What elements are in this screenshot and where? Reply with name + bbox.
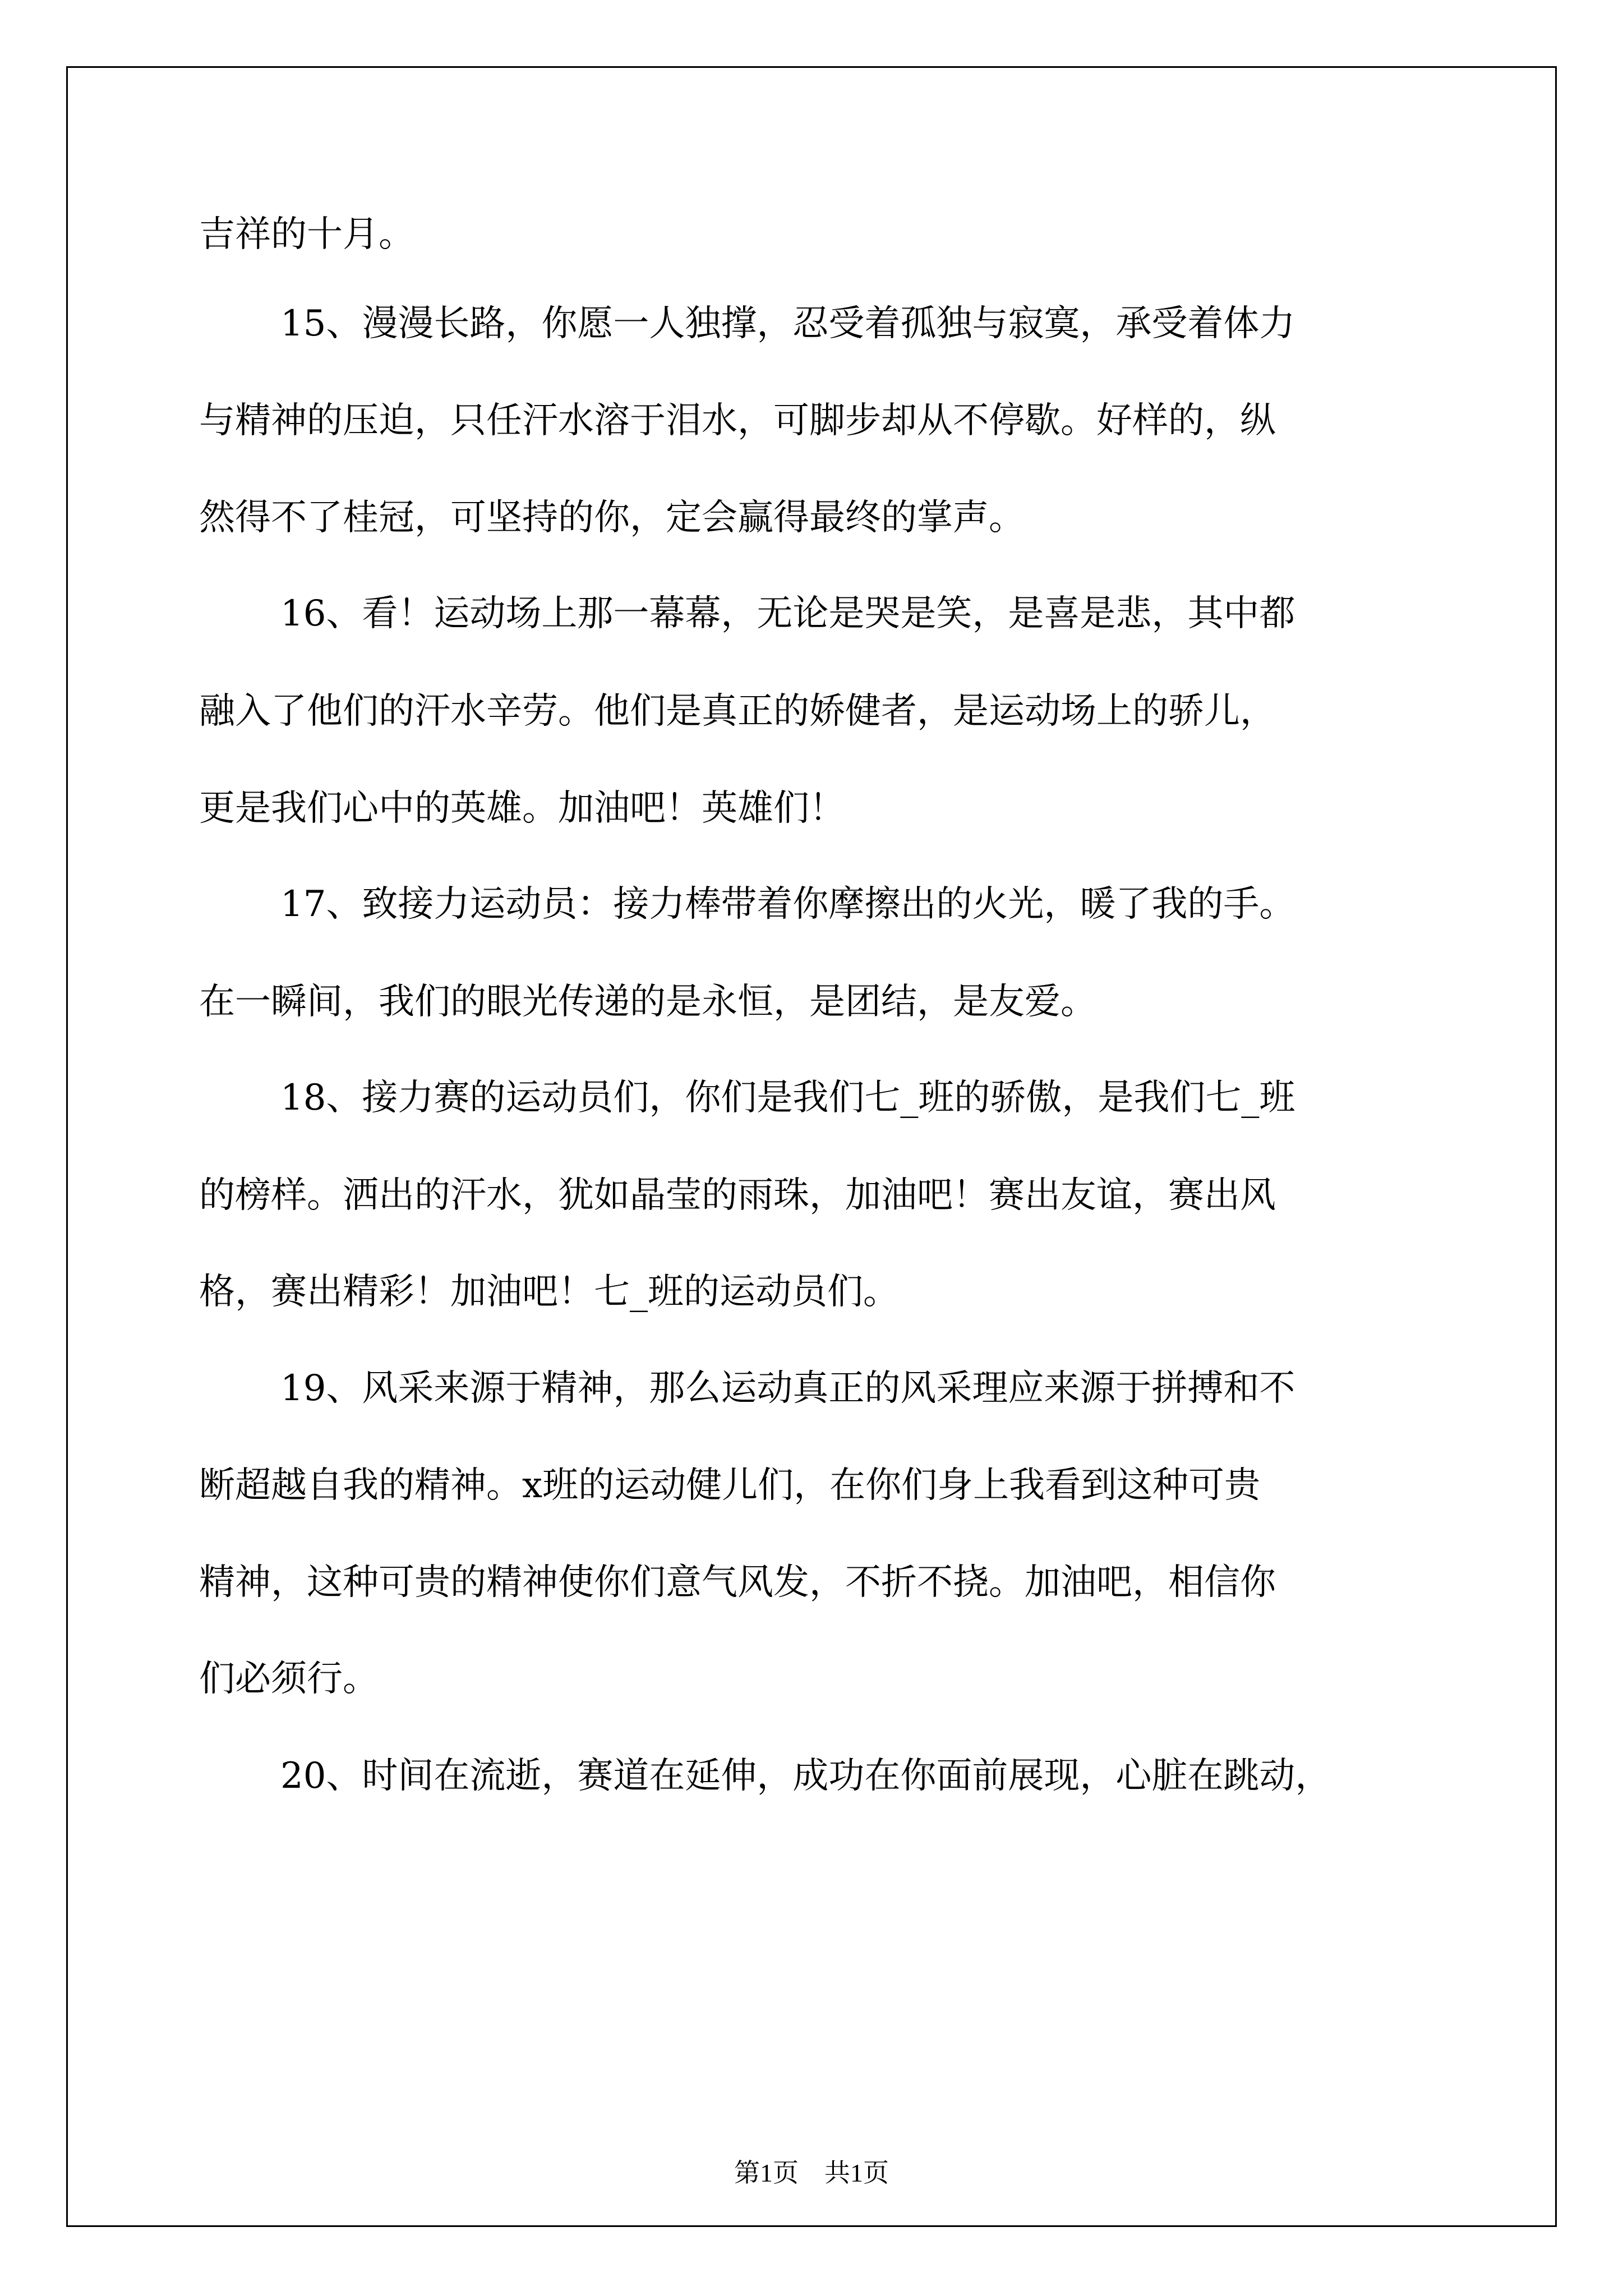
text-line: 16、看！运动场上那一幕幕，无论是哭是笑，是喜是悲，其中都 — [280, 593, 1295, 634]
text-line: 然得不了桂冠，可坚持的你，定会赢得最终的掌声。 — [199, 497, 1025, 539]
text-line: 的榜样。洒出的汗水，犹如晶莹的雨珠，加油吧！赛出友谊，赛出风 — [199, 1175, 1276, 1216]
text-line: 断超越自我的精神。x班的运动健儿们，在你们身上我看到这种可贵 — [199, 1465, 1261, 1506]
text-line: 融入了他们的汗水辛劳。他们是真正的娇健者，是运动场上的骄儿， — [199, 691, 1276, 732]
text-line: 精神，这种可贵的精神使你们意气风发，不折不挠。加油吧，相信你 — [199, 1562, 1276, 1603]
text-line: 15、漫漫长路，你愿一人独撑，忍受着孤独与寂寞，承受着体力 — [280, 303, 1295, 344]
text-line: 吉祥的十月。 — [199, 214, 414, 255]
text-line: 们必须行。 — [199, 1658, 379, 1700]
text-line: 20、时间在流逝，赛道在延伸，成功在你面前展现，心脏在跳动， — [280, 1755, 1331, 1797]
text-line: 19、风采来源于精神，那么运动真正的风采理应来源于拼搏和不 — [280, 1368, 1295, 1409]
text-line: 格，赛出精彩！加油吧！七_班的运动员们。 — [199, 1271, 899, 1313]
text-line: 更是我们心中的英雄。加油吧！英雄们！ — [199, 788, 845, 829]
page-border — [66, 66, 1557, 2227]
text-line: 18、接力赛的运动员们，你们是我们七_班的骄傲，是我们七_班 — [280, 1077, 1295, 1119]
text-line: 17、致接力运动员：接力棒带着你摩擦出的火光，暖了我的手。 — [280, 884, 1295, 925]
text-line: 与精神的压迫，只任汗水溶于泪水，可脚步却从不停歇。好样的，纵 — [199, 400, 1276, 441]
page-number-footer: 第1页 共1页 — [734, 2159, 889, 2187]
text-line: 在一瞬间，我们的眼光传递的是永恒，是团结，是友爱。 — [199, 981, 1096, 1023]
